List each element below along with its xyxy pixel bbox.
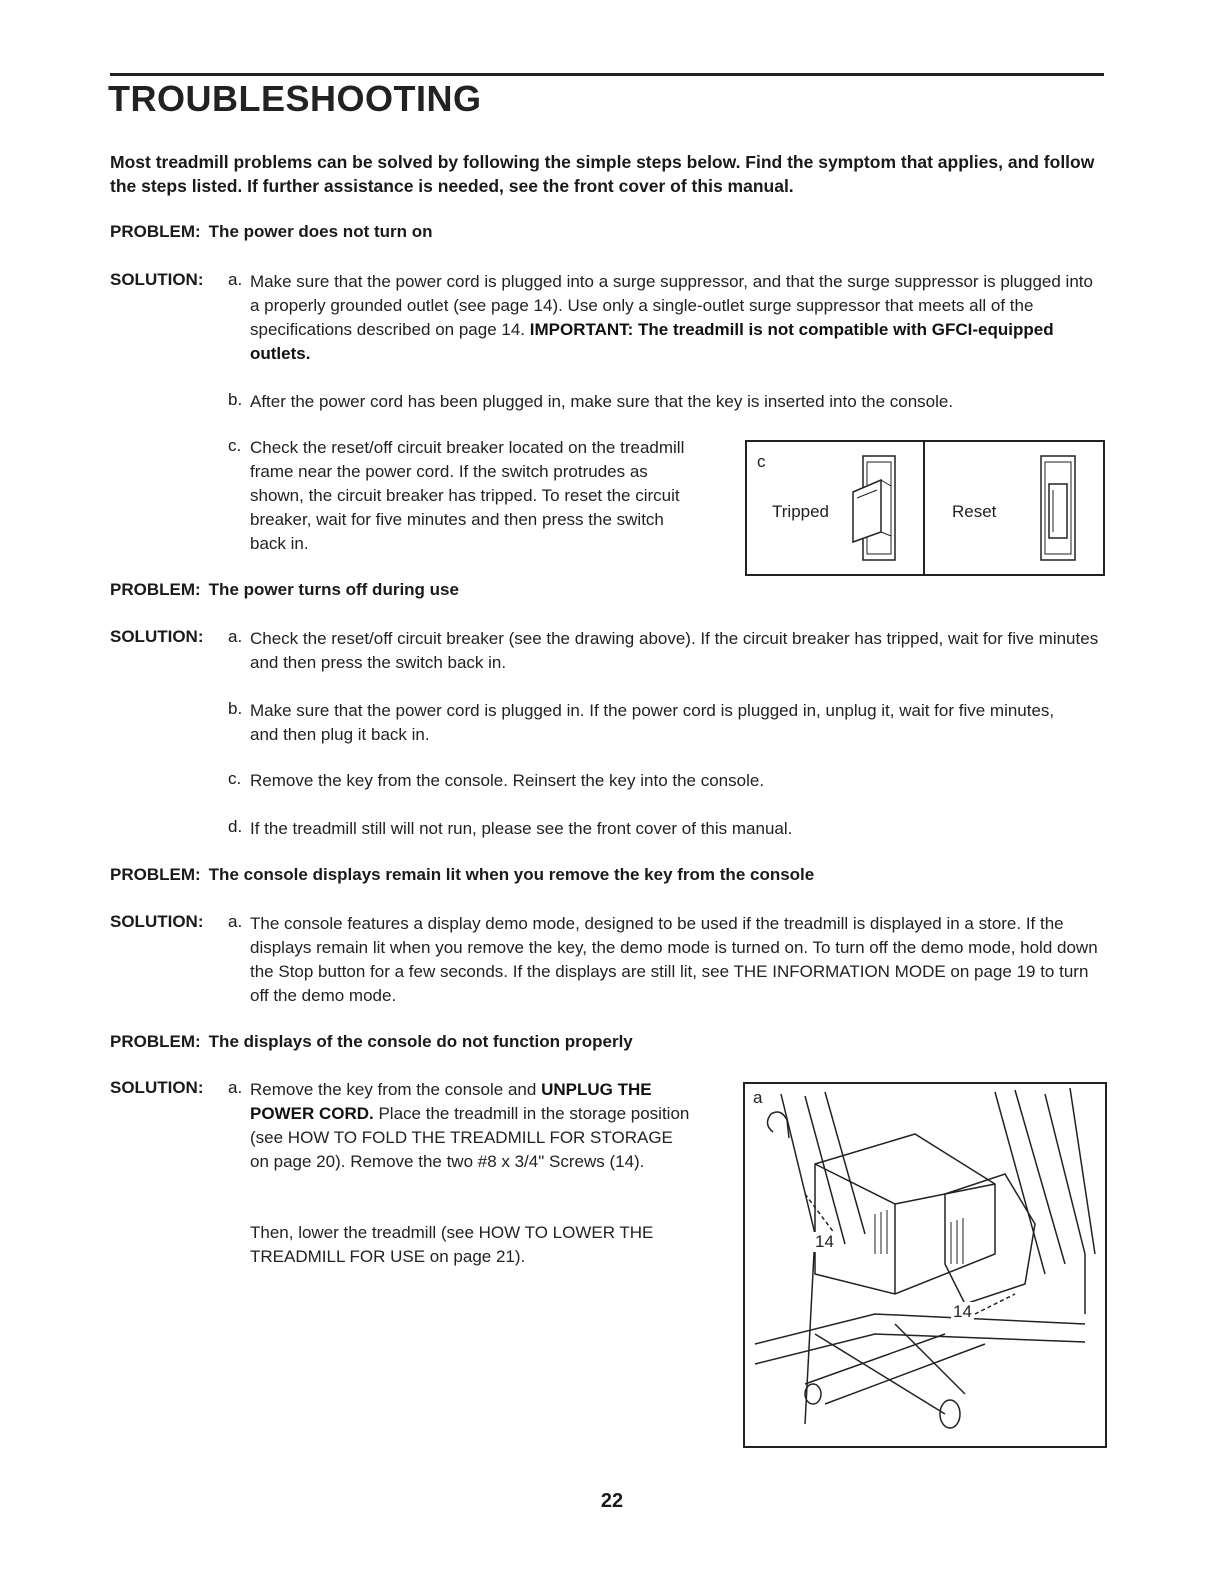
step-letter: d. — [228, 817, 243, 836]
solution-label: SOLUTION: — [110, 627, 204, 646]
step-text: Remove the key from the console and UNPLUG THE POWER CORD. Place the treadmill in the storage position (see HOW TO FOLD THE TREADMILL FOR STORAGE on page 20). Remove the two #8 x 3/4" Screws (14). — [250, 1080, 690, 1171]
solution-label: SOLUTION: — [110, 1078, 204, 1097]
intro-paragraph: Most treadmill problems can be solved by following the simple steps below. Find the symptom that applies, and follow the steps listed. If further assistance is needed, see the front cover of this manual. — [110, 152, 1095, 196]
problem-title: The displays of the console do not function properly — [208, 1032, 633, 1051]
reset-label: Reset — [952, 502, 997, 521]
breaker-figure — [745, 440, 1105, 576]
figure-letter: a — [753, 1088, 763, 1107]
problem-heading-1 — [110, 222, 433, 242]
problem-label: PROBLEM: — [110, 222, 201, 241]
solution-label: SOLUTION: — [110, 912, 204, 931]
problem-title: The power does not turn on — [208, 222, 433, 241]
treadmill-illustration — [745, 1084, 1105, 1446]
step-letter: a. — [228, 627, 243, 646]
step-letter: a. — [228, 1078, 243, 1097]
step-text: After the power cord has been plugged in, make sure that the key is inserted into the console. — [250, 392, 954, 411]
breaker-reset-illustration — [1027, 450, 1087, 568]
problem-heading-4 — [110, 1032, 633, 1052]
page-title: TROUBLESHOOTING — [108, 78, 482, 119]
problem-label: PROBLEM: — [110, 865, 201, 884]
problem-heading-3 — [110, 865, 814, 885]
figure-letter: c — [757, 452, 766, 471]
problem-heading-2 — [110, 580, 459, 600]
figure-divider — [923, 442, 925, 574]
step-letter: c. — [228, 436, 242, 455]
page-number: 22 — [600, 1490, 624, 1512]
callout-14-left: 14 — [815, 1232, 834, 1251]
step-text: Check the reset/off circuit breaker located on the treadmill frame near the power cord. If the switch protrudes as shown, the circuit breaker has tripped. To reset the circuit breaker, wait for five minutes and then press the switch back in. — [250, 438, 685, 553]
treadmill-figure — [743, 1082, 1107, 1448]
solution-label: SOLUTION: — [110, 270, 204, 289]
step-text: The console features a display demo mode, designed to be used if the treadmill is displayed in a store. If the displays remain lit when you remove the key, the demo mode is turned on. To turn off the demo mode, hold down the Stop button for a few seconds. If the displays are still lit, see THE INFORMATION MODE on page 19 to turn off the demo mode. — [250, 914, 1098, 1005]
step-text: If the treadmill still will not run, please see the front cover of this manual. — [250, 819, 793, 838]
step-text-continued: Then, lower the treadmill (see HOW TO LOWER THE TREADMILL FOR USE on page 21). — [250, 1223, 654, 1266]
tripped-label: Tripped — [772, 502, 830, 521]
step-letter: c. — [228, 769, 242, 788]
problem-title: The console displays remain lit when you remove the key from the console — [208, 865, 815, 884]
breaker-tripped-illustration — [847, 450, 907, 568]
title-rule — [110, 73, 1104, 76]
step-letter: a. — [228, 912, 243, 931]
step-letter: b. — [228, 699, 243, 718]
step-text: Make sure that the power cord is plugged in. If the power cord is plugged in, unplug it, wait for five minutes, and then plug it back in. — [250, 701, 1055, 744]
problem-label: PROBLEM: — [110, 1032, 201, 1051]
step-letter: a. — [228, 270, 243, 289]
problem-label: PROBLEM: — [110, 580, 201, 599]
step-text: Remove the key from the console. Reinsert the key into the console. — [250, 771, 765, 790]
step-letter: b. — [228, 390, 243, 409]
problem-title: The power turns off during use — [208, 580, 459, 599]
step-text: Make sure that the power cord is plugged into a surge suppressor, and that the surge suppressor is plugged into a properly grounded outlet (see page 14). Use only a single-outlet surge suppressor that meets all of the specifications described on page 14. IMPORTANT: The treadmill is not compatible with GFCI-equipped outlets. — [250, 272, 1093, 363]
step-text: Check the reset/off circuit breaker (see the drawing above). If the circuit breaker has tripped, wait for five minutes and then press the switch back in. — [250, 629, 1099, 672]
callout-14-right: 14 — [953, 1302, 972, 1321]
